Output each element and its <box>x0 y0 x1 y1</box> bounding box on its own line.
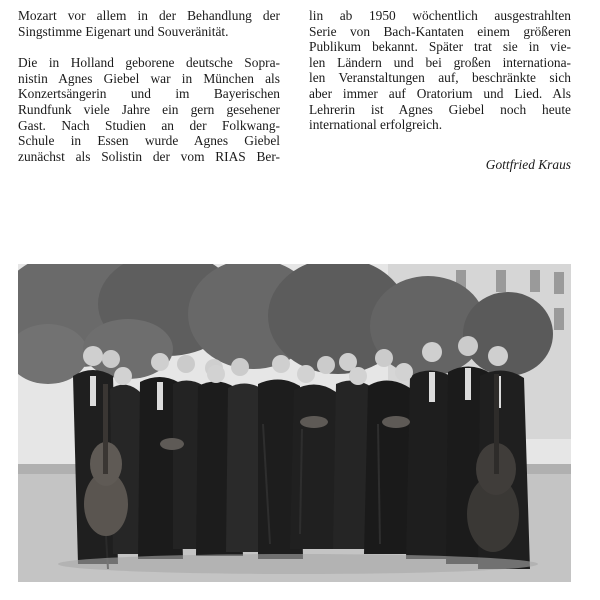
text-line: len Ländern und bei großen internationa- <box>309 54 571 70</box>
text-line: Serie von Bach-Kantaten einem größeren <box>309 23 571 39</box>
right-text-column <box>309 8 571 133</box>
text-line: international erfolgreich. <box>309 117 443 133</box>
text-line: Lehrerin ist Agnes Giebel noch heute <box>309 101 571 117</box>
paragraph <box>309 8 571 133</box>
left-text-column <box>18 8 280 164</box>
text-line: aber immer auf Oratorium und Lied. Als <box>309 85 571 101</box>
text-line: lin ab 1950 wöchentlich ausgestrahlten <box>309 8 571 23</box>
text-line: len Veranstaltungen auf, beschränkte sich <box>309 70 571 86</box>
text-line: Konzertsängerin und im Bayerischen <box>18 86 280 102</box>
text-line: Die in Holland geborene deutsche Sopra- <box>18 55 280 71</box>
text-line: Mozart vor allem in der Behandlung der <box>18 8 280 23</box>
text-line: Schule in Essen wurde Agnes Giebel <box>18 133 280 149</box>
text-line: nistin Agnes Giebel war in München als <box>18 70 280 86</box>
text-line: zunächst als Solistin der vom RIAS Ber- <box>18 148 280 164</box>
group-photo <box>18 264 571 582</box>
paragraph <box>18 8 280 39</box>
author-signature: Gottfried Kraus <box>485 157 571 172</box>
text-line: Rundfunk viele Jahre ein gern gesehener <box>18 101 280 117</box>
text-line: Singstimme Eigenart und Souveränität. <box>18 23 229 39</box>
text-line: Gast. Nach Studien an der Folkwang- <box>18 117 280 133</box>
paragraph <box>18 55 280 164</box>
photo-ground-shadows <box>58 554 538 574</box>
text-line: Publikum bekannt. Später trat sie in vie- <box>309 39 571 55</box>
